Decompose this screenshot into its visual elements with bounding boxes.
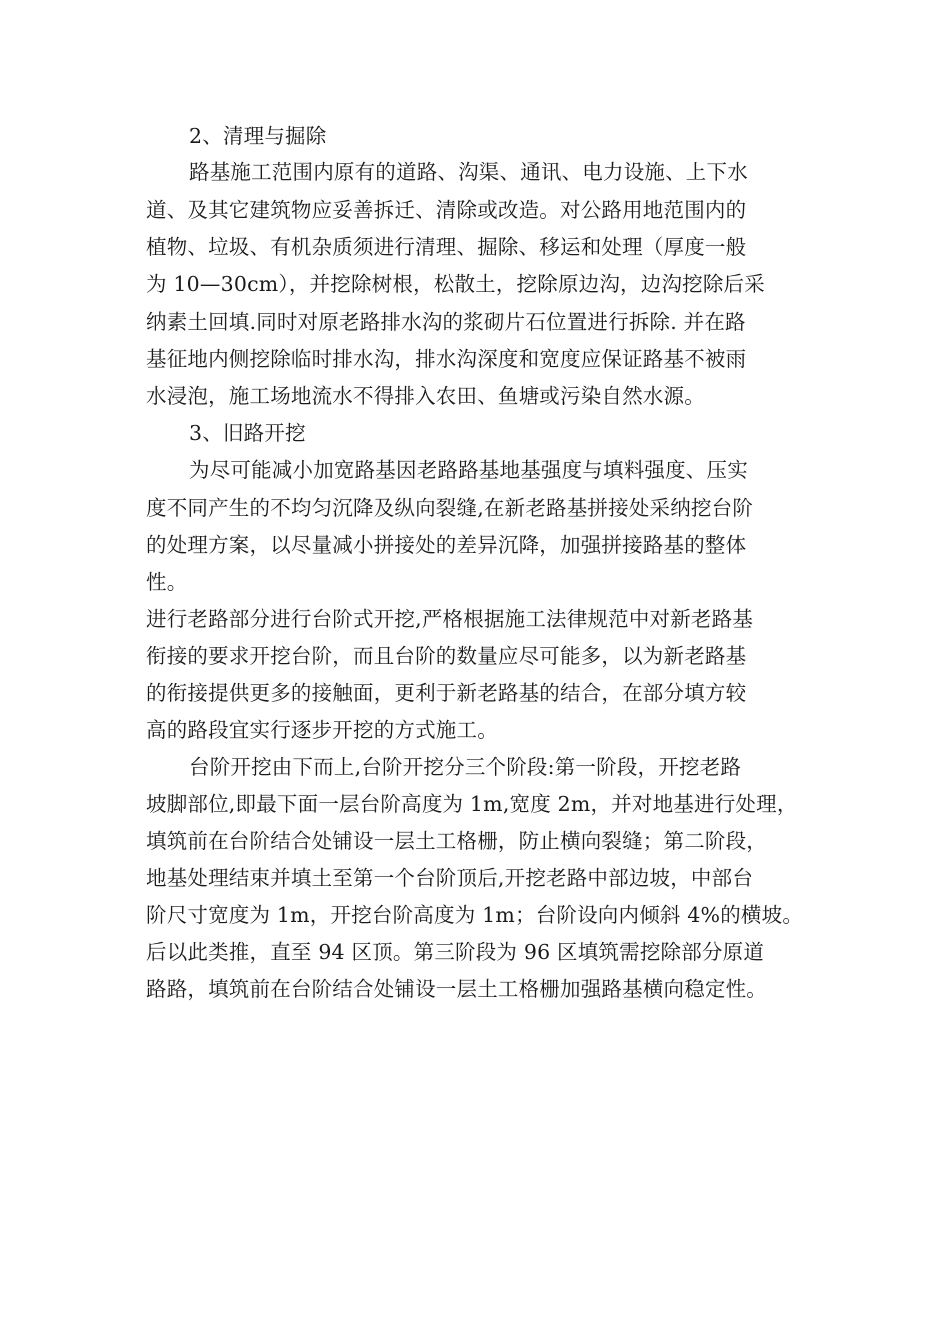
paragraph-line: 后以此类推，直至 94 区顶。第三阶段为 96 区填筑需挖除部分原道 <box>146 940 765 964</box>
paragraph-line: 进行老路部分进行台阶式开挖,严格根据施工法律规范中对新老路基 <box>146 607 754 631</box>
paragraph-line: 基征地内侧挖除临时排水沟，排水沟深度和宽度应保证路基不被雨 <box>146 347 747 371</box>
paragraph-line: 植物、垃圾、有机杂质须进行清理、掘除、移运和处理（厚度一般 <box>146 235 747 259</box>
section-heading-excavation: 3、旧路开挖 <box>189 421 306 445</box>
paragraph-line: 度不同产生的不均匀沉降及纵向裂缝,在新老路基拼接处采纳挖台阶 <box>146 496 754 520</box>
paragraph-line: 台阶开挖由下而上,台阶开挖分三个阶段:第一阶段，开挖老路 <box>189 755 742 779</box>
section-heading-clean: 2、清理与掘除 <box>189 124 327 148</box>
paragraph-line: 为 10—30cm），并挖除树根，松散土，挖除原边沟，边沟挖除后采 <box>146 272 765 296</box>
paragraph-line: 道、及其它建筑物应妥善拆迁、清除或改造。对公路用地范围内的 <box>146 198 747 222</box>
paragraph-line: 路基施工范围内原有的道路、沟渠、通讯、电力设施、上下水 <box>189 160 748 184</box>
paragraph-line: 路路，填筑前在台阶结合处铺设一层土工格栅加强路基横向稳定性。 <box>146 977 767 1001</box>
paragraph-line: 衔接的要求开挖台阶，而且台阶的数量应尽可能多，以为新老路基 <box>146 644 747 668</box>
paragraph-line: 的处理方案，以尽量减小拼接处的差异沉降，加强拼接路基的整体 <box>146 533 747 557</box>
paragraph-line: 填筑前在台阶结合处铺设一层土工格栅，防止横向裂缝；第二阶段， <box>146 829 767 853</box>
paragraph-line: 坡脚部位,即最下面一层台阶高度为 1m,宽度 2m，并对地基进行处理， <box>146 792 798 816</box>
paragraph-line: 水浸泡，施工场地流水不得排入农田、鱼塘或污染自然水源。 <box>146 384 705 408</box>
paragraph-line: 纳素土回填.同时对原老路排水沟的浆砌片石位置进行拆除. 并在路 <box>146 310 746 334</box>
paragraph-line: 为尽可能减小加宽路基因老路路基地基强度与填料强度、压实 <box>189 458 748 482</box>
paragraph-line: 地基处理结束并填土至第一个台阶顶后,开挖老路中部边坡，中部台 <box>146 866 754 890</box>
paragraph-line: 的衔接提供更多的接触面，更利于新老路基的结合，在部分填方较 <box>146 681 747 705</box>
paragraph-line: 高的路段宜实行逐步开挖的方式施工。 <box>146 718 498 742</box>
paragraph-line: 阶尺寸宽度为 1m，开挖台阶高度为 1m；台阶设向内倾斜 4%的横坡。 <box>146 903 804 927</box>
paragraph-line: 性。 <box>146 570 188 594</box>
